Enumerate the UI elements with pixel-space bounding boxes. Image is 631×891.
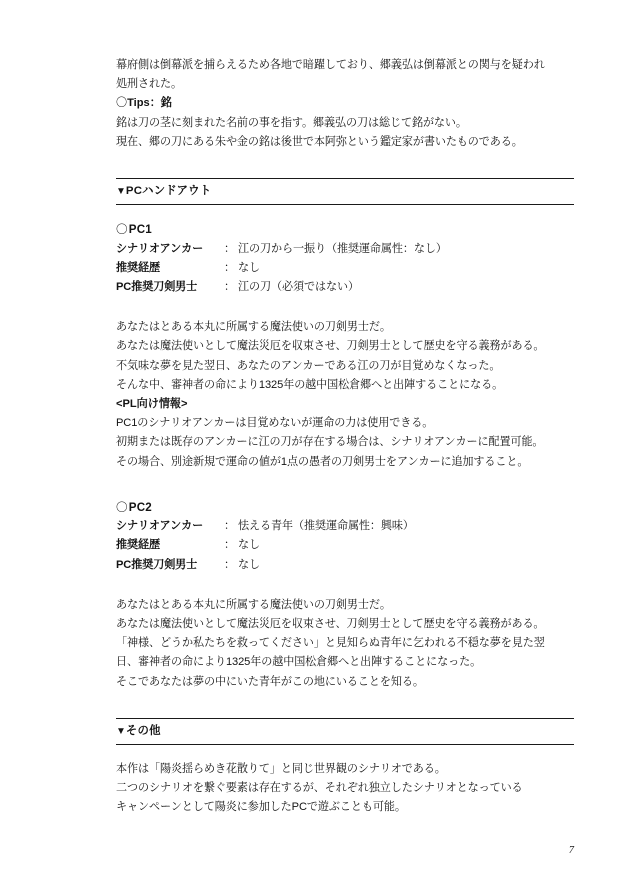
attribute-colon: ： bbox=[224, 558, 236, 571]
page-number: 7 bbox=[568, 845, 574, 856]
spacer bbox=[116, 692, 574, 718]
narrative-line: あなたは魔法使いとして魔法災厄を収束させ、刀剣男士として歴史を守る義務がある。 bbox=[116, 618, 545, 631]
narrative-line: そんな中、審神者の命により1325年の越中国松倉郷へと出陣することになる。 bbox=[116, 378, 504, 391]
tips-line: 現在、郷の刀にある朱や金の銘は後世で本阿弥という鑑定家が書いたものである。 bbox=[116, 135, 523, 148]
attribute-row bbox=[116, 536, 574, 555]
attribute-value: 怯える青年（推奨運命属性：興味） bbox=[238, 520, 414, 533]
document-content bbox=[116, 56, 574, 817]
spacer bbox=[116, 297, 574, 318]
handout-pc2-heading bbox=[116, 498, 574, 518]
attribute-value: なし bbox=[238, 539, 260, 552]
section-other-title bbox=[116, 719, 574, 744]
attribute-row bbox=[116, 517, 574, 536]
narrative-line: そこであなたは夢の中にいた青年がこの地にいることを知る。 bbox=[116, 675, 424, 688]
spacer bbox=[116, 205, 574, 220]
section-pc-handout-header bbox=[116, 178, 574, 205]
spacer bbox=[116, 472, 574, 498]
pl-info-line: その場合、別途新規で運命の値が1点の愚者の刀剣男士をアンカーに追加すること。 bbox=[116, 455, 529, 468]
circle-marker-icon: 〇 bbox=[116, 223, 128, 237]
attribute-label: PC推奨刀剣男士 bbox=[116, 558, 198, 571]
handout-pc1-name: PC1 bbox=[128, 223, 152, 237]
narrative-line: あなたはとある本丸に所属する魔法使いの刀剣男士だ。 bbox=[116, 321, 391, 334]
attribute-colon: ： bbox=[224, 280, 236, 293]
tips-body bbox=[116, 114, 574, 152]
other-line: 二つのシナリオを繋ぐ要素は存在するが、それぞれ独立したシナリオとなっている bbox=[116, 782, 523, 795]
attribute-label: 推奨経歴 bbox=[116, 261, 160, 274]
tips-line: 銘は刀の茎に刻まれた名前の事を指す。郷義弘の刀は総じて銘がない。 bbox=[116, 116, 467, 129]
attribute-label: シナリオアンカー bbox=[116, 520, 204, 533]
circle-marker-icon: 〇 bbox=[116, 97, 128, 110]
attribute-colon: ： bbox=[224, 520, 236, 533]
attribute-label: PC推奨刀剣男士 bbox=[116, 280, 198, 293]
attribute-row bbox=[116, 259, 574, 278]
attribute-colon: ： bbox=[224, 261, 236, 274]
intro-paragraph bbox=[116, 56, 574, 94]
circle-marker-icon: 〇 bbox=[116, 500, 128, 514]
intro-line: 幕府側は倒幕派を捕らえるため各地で暗躍しており、郷義弘は倒幕派との関与を疑われ bbox=[116, 59, 545, 71]
spacer bbox=[116, 152, 574, 178]
attribute-value: なし bbox=[238, 558, 260, 571]
section-other-header bbox=[116, 718, 574, 745]
attribute-value: 江の刀から一振り（推奨運命属性：なし） bbox=[238, 242, 447, 255]
tips-heading bbox=[116, 94, 574, 113]
attribute-row bbox=[116, 556, 574, 575]
triangle-down-icon: ▼ bbox=[116, 725, 126, 737]
spacer bbox=[116, 745, 574, 760]
narrative-line: 「神様、どうか私たちを救ってください」と見知らぬ青年に乞われる不穏な夢を見た翌 bbox=[116, 637, 545, 650]
tips-heading-label: Tips：銘 bbox=[127, 97, 172, 110]
intro-line: 処刑された。 bbox=[116, 78, 182, 91]
pl-info-line: PC1のシナリオアンカーは目覚めないが運命の力は使用できる。 bbox=[116, 417, 434, 430]
handout-pc2-attributes bbox=[116, 517, 574, 575]
handout-pc1-narrative bbox=[116, 318, 574, 395]
handout-pc2-name: PC2 bbox=[128, 500, 152, 514]
attribute-label: 推奨経歴 bbox=[116, 539, 160, 552]
other-line: キャンペーンとして陽炎に参加したPCで遊ぶことも可能。 bbox=[116, 801, 406, 814]
handout-pc2-narrative bbox=[116, 596, 574, 692]
attribute-colon: ： bbox=[224, 242, 236, 255]
attribute-colon: ： bbox=[224, 539, 236, 552]
handout-pc1-heading bbox=[116, 220, 574, 240]
narrative-line: 日、審神者の命により1325年の越中国松倉郷へと出陣することになった。 bbox=[116, 656, 482, 669]
attribute-label: シナリオアンカー bbox=[116, 242, 204, 255]
attribute-value: 江の刀（必須ではない） bbox=[238, 280, 359, 293]
spacer bbox=[116, 575, 574, 596]
section-title-label: その他 bbox=[125, 724, 161, 737]
handout-pc1-pl-info bbox=[116, 414, 574, 472]
narrative-line: あなたは魔法使いとして魔法災厄を収束させ、刀剣男士として歴史を守る義務がある。 bbox=[116, 340, 545, 353]
section-other-body bbox=[116, 760, 574, 818]
attribute-row bbox=[116, 278, 574, 297]
triangle-down-icon: ▼ bbox=[116, 186, 126, 198]
section-pc-handout-title bbox=[116, 179, 574, 204]
attribute-row bbox=[116, 240, 574, 259]
other-line: 本作は「陽炎揺らめき花散りて」と同じ世界観のシナリオである。 bbox=[116, 762, 446, 775]
section-title-label: PCハンドアウト bbox=[125, 185, 212, 198]
attribute-value: なし bbox=[238, 261, 260, 274]
pl-info-line: 初期または既存のアンカーに江の刀が存在する場合は、シナリオアンカーに配置可能。 bbox=[116, 436, 544, 449]
handout-pc1-attributes bbox=[116, 240, 574, 298]
narrative-line: 不気味な夢を見た翌日、あなたのアンカーである江の刀が目覚めなくなった。 bbox=[116, 359, 501, 372]
narrative-line: あなたはとある本丸に所属する魔法使いの刀剣男士だ。 bbox=[116, 598, 391, 611]
pl-info-heading: <PL向け情報> bbox=[116, 397, 188, 410]
